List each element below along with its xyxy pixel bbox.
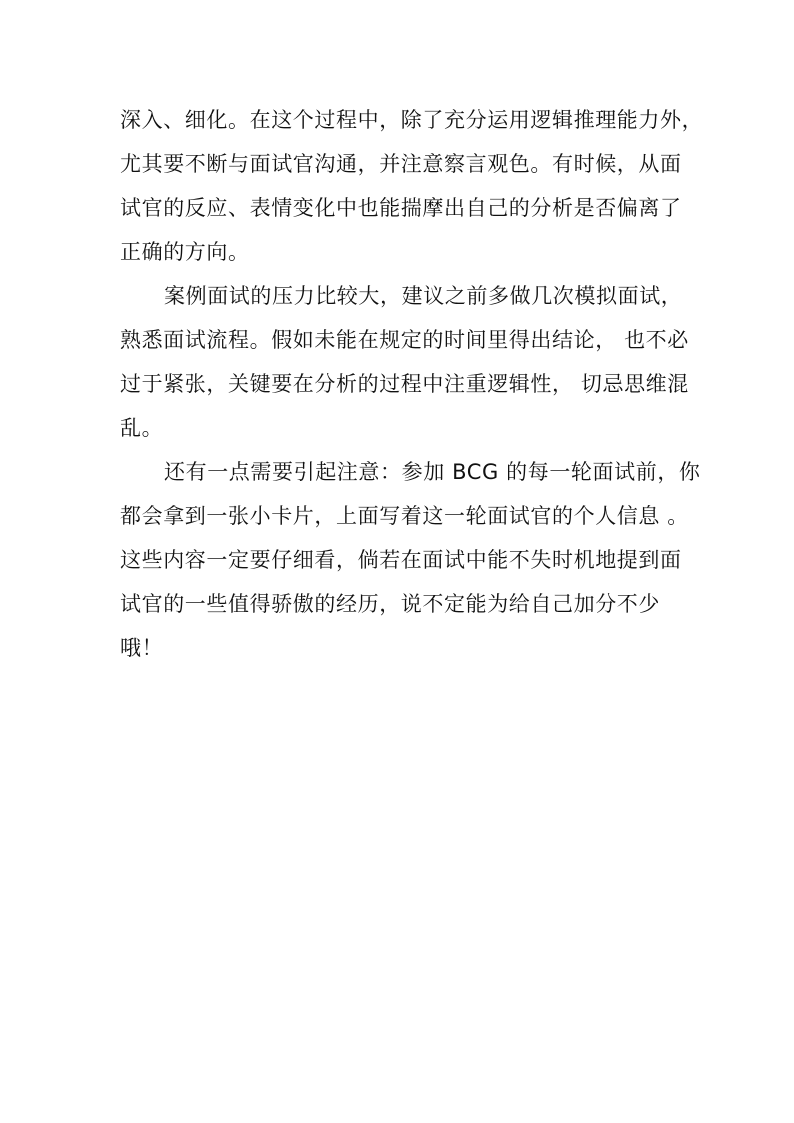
document-body	[120, 98, 704, 670]
text-line: 试官的一些值得骄傲的经历，说不定能为给自己加分不少	[120, 592, 660, 616]
text-line: 还有一点需要引起注意：参加 BCG 的每一轮面试前，你	[164, 460, 701, 484]
text-line: 尤其要不断与面试官沟通，并注意察言观色。有时候，从面	[120, 152, 682, 176]
text-line: 案例面试的压力比较大，建议之前多做几次模拟面试，	[164, 284, 683, 308]
text-line: 深入、细化。在这个过程中，除了充分运用逻辑推理能力外，	[120, 108, 704, 132]
text-line: 乱。	[120, 416, 164, 440]
paragraph-pressure	[120, 274, 689, 450]
text-line: 试官的反应、表情变化中也能揣摩出自己的分析是否偏离了	[120, 196, 682, 220]
text-line: 这些内容一定要仔细看，倘若在面试中能不失时机地提到面	[120, 548, 682, 572]
text-line: 哦！	[120, 636, 164, 660]
paragraph-bcg-tip	[120, 450, 701, 670]
text-line: 熟悉面试流程。假如未能在规定的时间里得出结论， 也不必	[120, 328, 689, 352]
text-line: 正确的方向。	[120, 240, 250, 264]
text-line: 过于紧张，关键要在分析的过程中注重逻辑性， 切忌思维混	[120, 372, 689, 396]
paragraph-analysis	[120, 98, 704, 274]
text-line: 都会拿到一张小卡片，上面写着这一轮面试官的个人信息 。	[120, 504, 689, 528]
